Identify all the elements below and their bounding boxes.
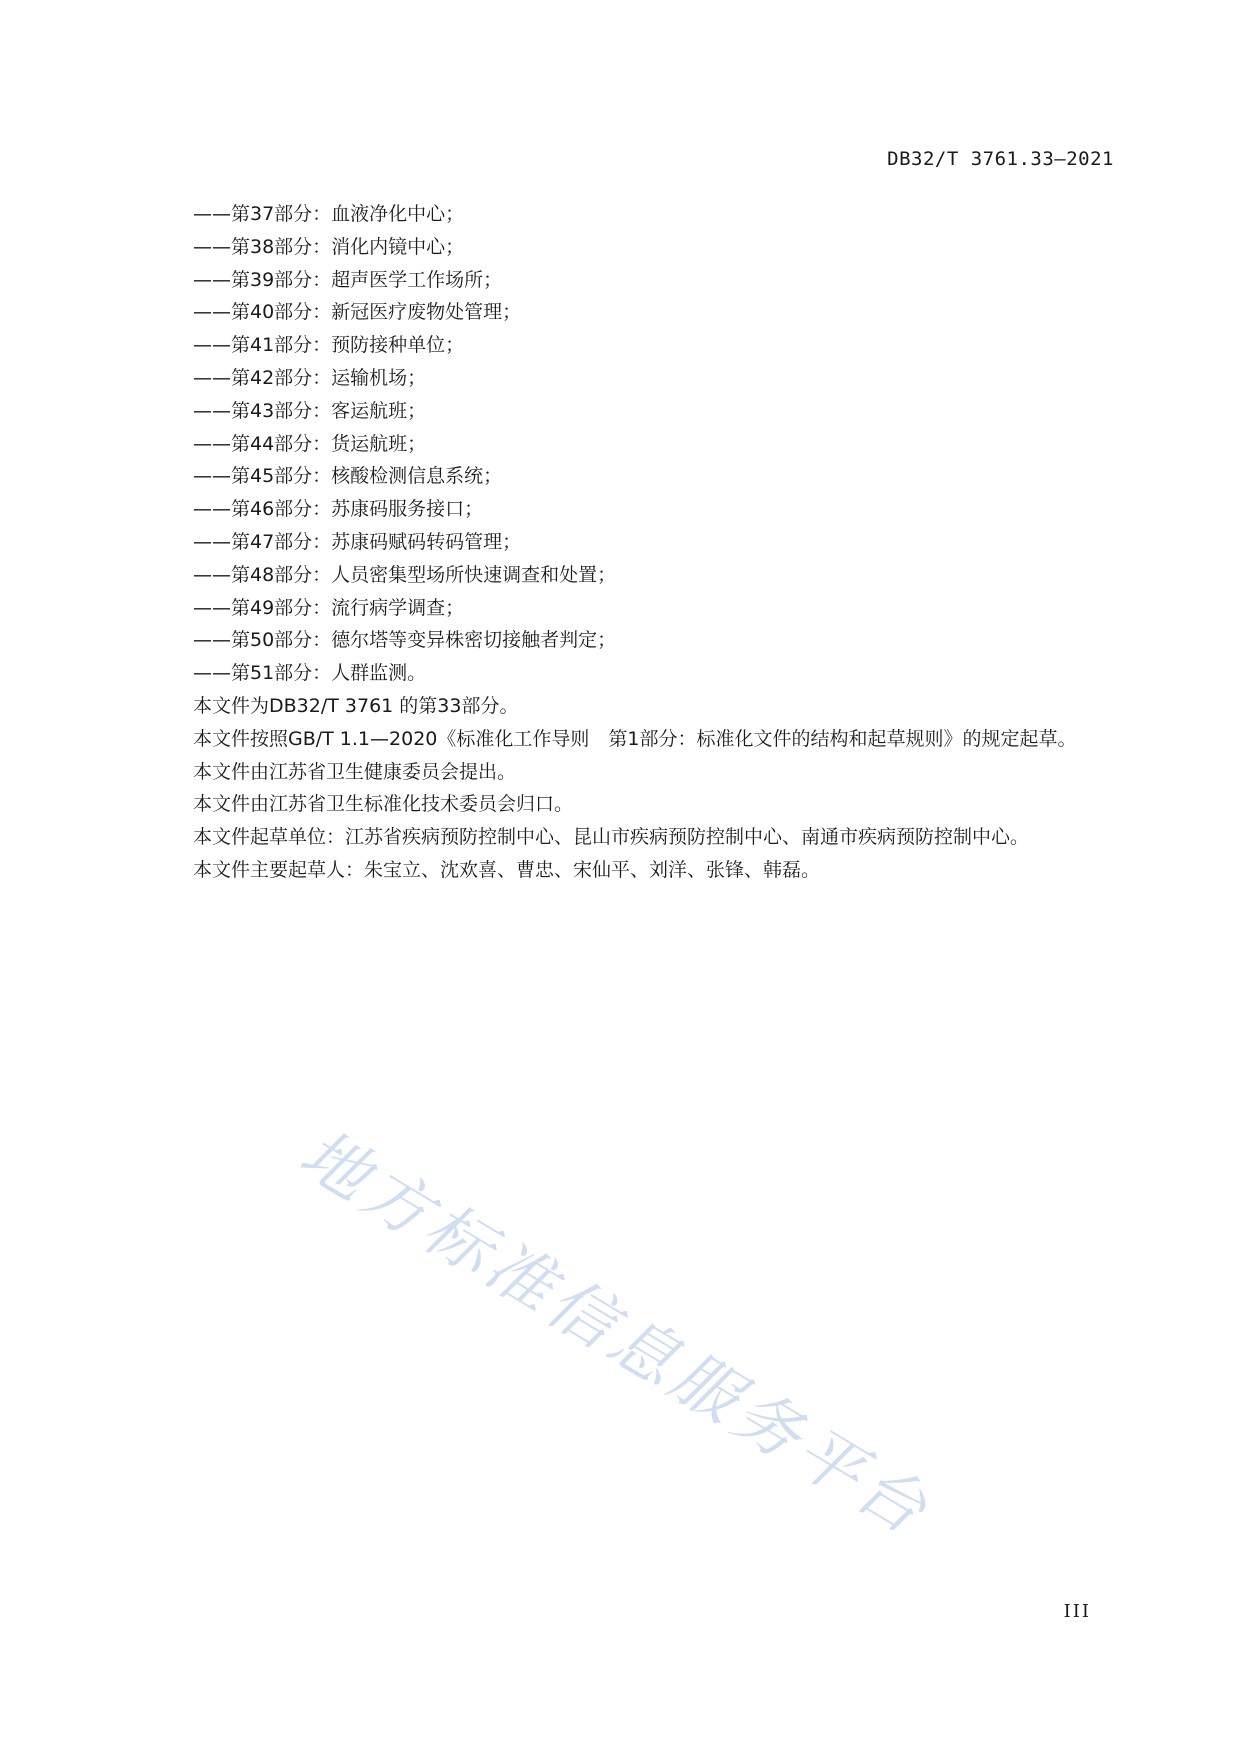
parts-list <box>149 198 1111 690</box>
list-item: ——第49部分：流行病学调查； <box>193 596 465 619</box>
page-number: III <box>1063 1601 1091 1622</box>
proposer-statement: 本文件由江苏省卫生健康委员会提出。 <box>193 760 517 783</box>
document-part-statement: 本文件为DB32/T 3761 的第33部分。 <box>193 694 519 717</box>
drafting-units-statement: 本文件起草单位：江苏省疾病预防控制中心、昆山市疾病预防控制中心、南通市疾病预防控制中心。 <box>193 826 1030 849</box>
list-item: ——第44部分：货运航班； <box>193 432 427 455</box>
list-item: ——第47部分：苏康码赋码转码管理； <box>193 530 522 553</box>
document-body <box>149 198 1111 887</box>
list-item: ——第38部分：消化内镜中心； <box>193 235 465 258</box>
watermark: 地方标准信息服务平台 <box>287 1114 944 1552</box>
list-item: ——第41部分：预防接种单位； <box>193 334 465 357</box>
standard-code-header: DB32/T 3761.33—2021 <box>887 148 1114 170</box>
list-item: ——第50部分：德尔塔等变异株密切接触者判定； <box>193 629 617 652</box>
drafting-rules-statement: 本文件按照GB/T 1.1—2020《标准化工作导则 第1部分：标准化文件的结构和起草规则》的规定起草。 <box>193 727 1077 750</box>
list-item: ——第37部分：血液净化中心； <box>193 203 465 225</box>
list-item: ——第48部分：人员密集型场所快速调查和处置； <box>193 563 617 586</box>
list-item: ——第46部分：苏康码服务接口； <box>193 498 484 521</box>
list-item: ——第42部分：运输机场； <box>193 366 427 389</box>
list-item: ——第40部分：新冠医疗废物处管理； <box>193 301 522 324</box>
technical-committee-statement: 本文件由江苏省卫生标准化技术委员会归口。 <box>193 793 574 816</box>
list-item: ——第43部分：客运航班； <box>193 399 427 422</box>
list-item: ——第45部分：核酸检测信息系统； <box>193 465 503 488</box>
list-item: ——第39部分：超声医学工作场所； <box>193 268 503 291</box>
drafters-statement: 本文件主要起草人：朱宝立、沈欢喜、曹忠、宋仙平、刘洋、张锋、韩磊。 <box>193 858 821 881</box>
list-item: ——第51部分：人群监测。 <box>193 662 427 685</box>
